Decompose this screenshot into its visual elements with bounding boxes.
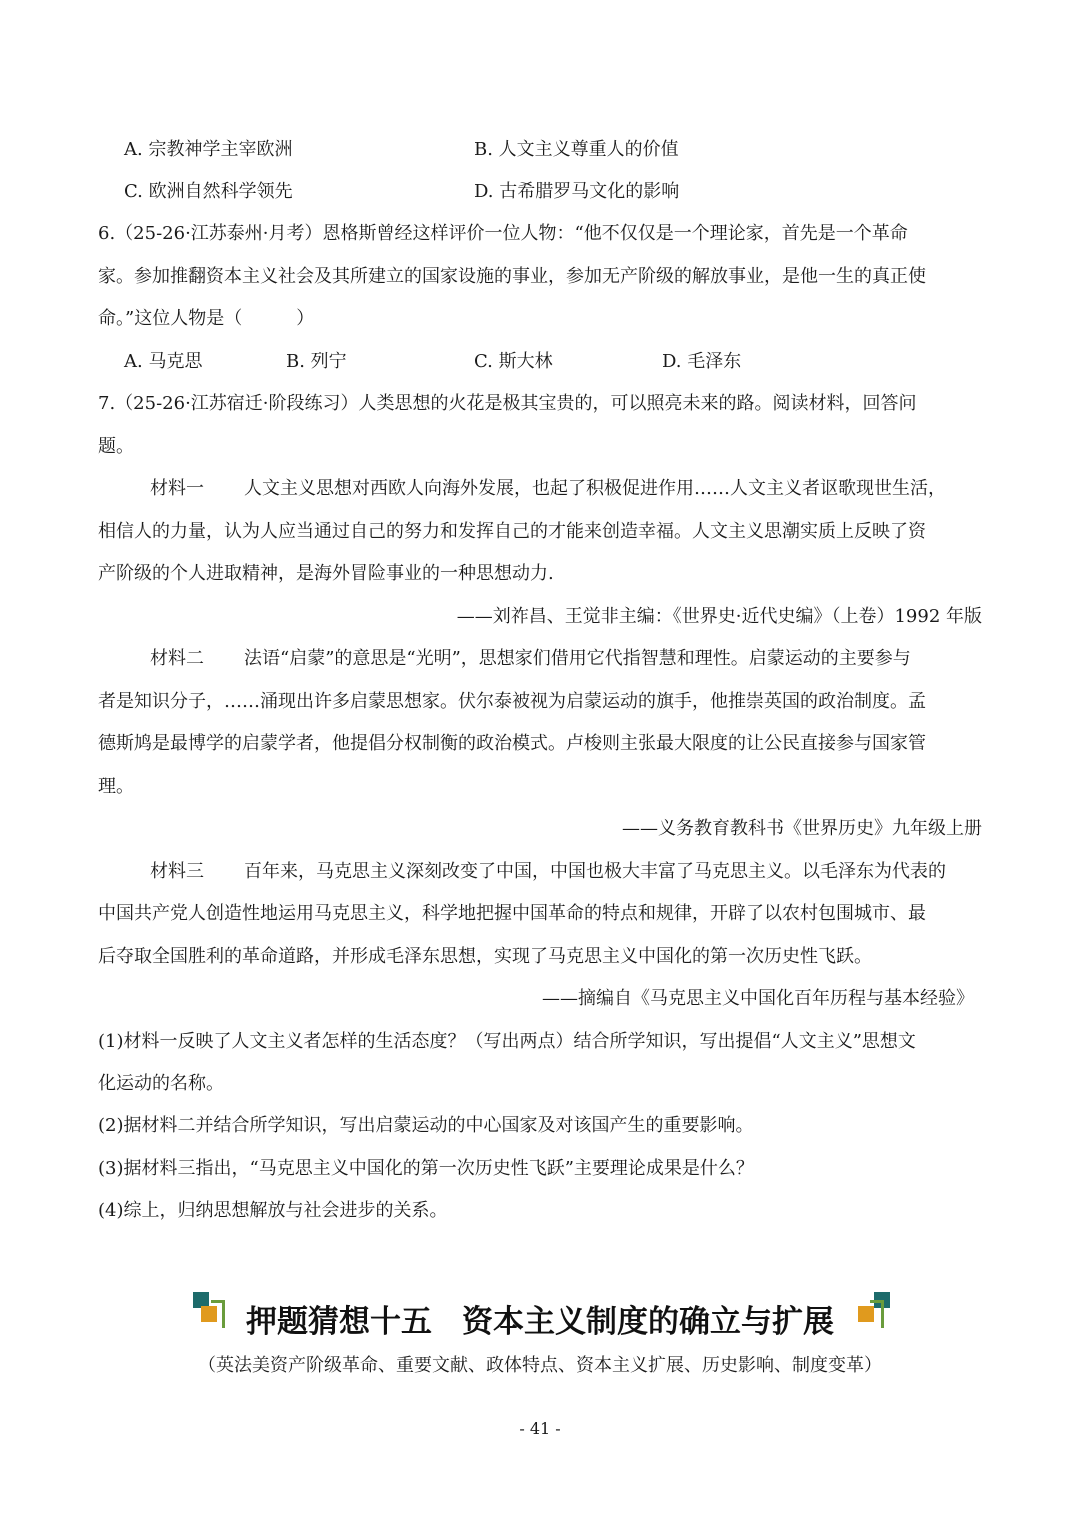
section-title-number: 押题猜想十五 <box>246 1304 432 1340</box>
material2-line-4: 理。 <box>98 776 134 797</box>
q7-subquestion-3: (3)据材料三指出，“马克思主义中国化的第一次历史性飞跃”主要理论成果是什么？ <box>98 1158 754 1179</box>
material3-line-3: 后夺取全国胜利的革命道路，并形成毛泽东思想，实现了马克思主义中国化的第一次历史性飞跃。 <box>98 946 872 967</box>
q5-option-d: D. 古希腊罗马文化的影响 <box>474 181 680 202</box>
q5-option-b: B. 人文主义尊重人的价值 <box>474 139 679 160</box>
material2-label: 材料二 <box>150 648 204 669</box>
material3-text: 百年来，马克思主义深刻改变了中国，中国也极大丰富了马克思主义。以毛泽东为代表的 <box>244 861 946 882</box>
q7-subquestion-4: (4)综上，归纳思想解放与社会进步的关系。 <box>98 1200 448 1221</box>
section-title-topic: 资本主义制度的确立与扩展 <box>462 1304 834 1340</box>
q6-stem-line-1: 6.（25-26·江苏泰州·月考）恩格斯曾经这样评价一位人物：“他不仅仅是一个理论家，首先是一个革命 <box>98 223 908 244</box>
q5-option-c: C. 欧洲自然科学领先 <box>124 181 293 202</box>
page-number: - 41 - <box>519 1419 561 1438</box>
material1-line-2: 相信人的力量，认为人应当通过自己的努力和发挥自己的才能来创造幸福。人文主义思潮实质上反映了资 <box>98 521 926 542</box>
section-subtitle: （英法美资产阶级革命、重要文献、政体特点、资本主义扩展、历史影响、制度变革） <box>198 1355 882 1376</box>
q6-option-c: C. 斯大林 <box>474 351 553 372</box>
material3-line-2: 中国共产党人创造性地运用马克思主义，科学地把握中国革命的特点和规律，开辟了以农村包围城市、最 <box>98 903 926 924</box>
q7-subquestion-1-line-2: 化运动的名称。 <box>98 1073 224 1094</box>
q7-subquestion-1-line-1: (1)材料一反映了人文主义者怎样的生活态度？（写出两点）结合所学知识，写出提倡“人文主义”思想文 <box>98 1031 916 1052</box>
material2-line-3: 德斯鸠是最博学的启蒙学者，他提倡分权制衡的政治模式。卢梭则主张最大限度的让公民直接参与国家管 <box>98 733 926 754</box>
q6-option-b: B. 列宁 <box>286 351 347 372</box>
q7-stem-line-1: 7.（25-26·江苏宿迁·阶段练习）人类思想的火花是极其宝贵的，可以照亮未来的路。阅读材料，回答问 <box>98 393 917 414</box>
material3-label: 材料三 <box>150 861 204 882</box>
material2-text: 法语“启蒙”的意思是“光明”，思想家们借用它代指智慧和理性。启蒙运动的主要参与 <box>244 648 911 669</box>
material3-line-1 <box>150 860 982 884</box>
q6-stem-line-2: 家。参加推翻资本主义社会及其所建立的国家设施的事业，参加无产阶级的解放事业，是他一生的真正使 <box>98 266 926 287</box>
material1-line-1 <box>150 477 982 501</box>
material1-line-3: 产阶级的个人进取精神，是海外冒险事业的一种思想动力. <box>98 563 554 584</box>
q7-stem-line-2: 题。 <box>98 436 134 457</box>
section-title <box>0 1300 1080 1344</box>
material2-line-2: 者是知识分子，……涌现出许多启蒙思想家。伏尔泰被视为启蒙运动的旗手，他推崇英国的政治制度。孟 <box>98 691 926 712</box>
q7-subquestion-2: (2)据材料二并结合所学知识，写出启蒙运动的中心国家及对该国产生的重要影响。 <box>98 1115 754 1136</box>
material1-source: ——刘祚昌、王觉非主编：《世界史·近代史编》（上卷）1992 年版 <box>456 606 982 627</box>
material2-source: ——义务教育教科书《世界历史》九年级上册 <box>622 818 982 839</box>
q6-option-a: A. 马克思 <box>124 351 203 372</box>
q6-stem-line-3: 命。”这位人物是（ ） <box>98 308 315 329</box>
material3-source: ——摘编自《马克思主义中国化百年历程与基本经验》 <box>542 988 974 1009</box>
material1-label: 材料一 <box>150 478 204 499</box>
material2-line-1 <box>150 647 982 671</box>
q6-option-d: D. 毛泽东 <box>662 351 742 372</box>
material1-text: 人文主义思想对西欧人向海外发展，也起了积极促进作用……人文主义者讴歌现世生活， <box>244 478 946 499</box>
q5-option-a: A. 宗教神学主宰欧洲 <box>124 139 293 160</box>
